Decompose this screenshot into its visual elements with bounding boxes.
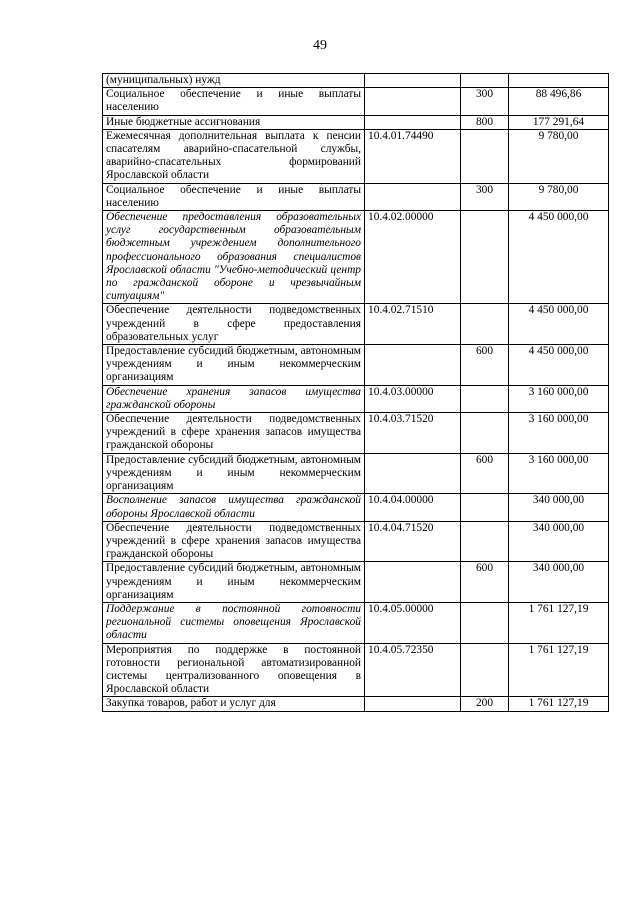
row-amount-cell: 340 000,00 <box>509 521 609 562</box>
table-row <box>103 697 609 711</box>
row-code-cell: 10.4.05.72350 <box>365 643 461 697</box>
table-row <box>103 385 609 412</box>
table-row <box>103 74 609 88</box>
row-amount-cell: 1 761 127,19 <box>509 602 609 643</box>
table-row <box>103 562 609 603</box>
row-code-cell <box>365 562 461 603</box>
row-expense-type-cell: 300 <box>461 88 509 115</box>
row-expense-type-cell <box>461 602 509 643</box>
row-expense-type-cell: 800 <box>461 115 509 129</box>
row-name-cell: Обеспечение деятельности подведомственных учреждений в сфере хранения запасов имущества гражданской обороны <box>103 521 365 562</box>
row-code-cell: 10.4.01.74490 <box>365 129 461 183</box>
row-name-cell: Социальное обеспечение и иные выплаты населению <box>103 183 365 210</box>
row-code-cell <box>365 183 461 210</box>
table-row <box>103 643 609 697</box>
row-code-cell <box>365 88 461 115</box>
row-amount-cell: 177 291,64 <box>509 115 609 129</box>
row-code-cell: 10.4.04.71520 <box>365 521 461 562</box>
budget-table <box>102 73 609 712</box>
row-code-cell: 10.4.04.00000 <box>365 494 461 521</box>
row-name-cell: Мероприятия по поддержке в постоянной готовности региональной автоматизированной системы централизованного оповещения в Ярославской области <box>103 643 365 697</box>
row-amount-cell: 3 160 000,00 <box>509 453 609 494</box>
row-code-cell: 10.4.03.00000 <box>365 385 461 412</box>
row-expense-type-cell <box>461 304 509 345</box>
page-number: 49 <box>313 38 327 53</box>
row-amount-cell: 340 000,00 <box>509 494 609 521</box>
row-name-cell: Поддержание в постоянной готовности региональной системы оповещения Ярославской области <box>103 602 365 643</box>
row-name-cell: (муниципальных) нужд <box>103 74 365 88</box>
row-expense-type-cell <box>461 494 509 521</box>
row-name-cell: Обеспечение хранения запасов имущества гражданской обороны <box>103 385 365 412</box>
row-name-cell: Закупка товаров, работ и услуг для <box>103 697 365 711</box>
row-amount-cell: 9 780,00 <box>509 129 609 183</box>
row-amount-cell: 9 780,00 <box>509 183 609 210</box>
row-expense-type-cell: 300 <box>461 183 509 210</box>
row-amount-cell: 3 160 000,00 <box>509 385 609 412</box>
table-row <box>103 494 609 521</box>
budget-table-body <box>103 74 609 712</box>
row-name-cell: Ежемесячная дополнительная выплата к пенсии спасателям аварийно-спасательной службы, аварийно-спасательных формирований Ярославской области <box>103 129 365 183</box>
table-row <box>103 521 609 562</box>
table-row <box>103 602 609 643</box>
table-row <box>103 211 609 304</box>
table-row <box>103 183 609 210</box>
row-code-cell <box>365 115 461 129</box>
row-code-cell <box>365 74 461 88</box>
row-amount-cell: 88 496,86 <box>509 88 609 115</box>
row-amount-cell: 340 000,00 <box>509 562 609 603</box>
row-name-cell: Обеспечение деятельности подведомственных учреждений в сфере хранения запасов имущества гражданской обороны <box>103 413 365 454</box>
row-amount-cell: 4 450 000,00 <box>509 211 609 304</box>
row-amount-cell <box>509 74 609 88</box>
table-row <box>103 88 609 115</box>
row-expense-type-cell <box>461 643 509 697</box>
row-code-cell <box>365 453 461 494</box>
row-expense-type-cell <box>461 413 509 454</box>
row-expense-type-cell: 600 <box>461 345 509 386</box>
table-row <box>103 115 609 129</box>
table-row <box>103 304 609 345</box>
row-expense-type-cell <box>461 521 509 562</box>
table-row <box>103 413 609 454</box>
row-expense-type-cell: 600 <box>461 453 509 494</box>
row-expense-type-cell: 600 <box>461 562 509 603</box>
row-expense-type-cell <box>461 211 509 304</box>
row-expense-type-cell: 200 <box>461 697 509 711</box>
row-amount-cell: 4 450 000,00 <box>509 345 609 386</box>
row-name-cell: Обеспечение предоставления образовательных услуг государственным образовательным бюджетным учреждением дополнительного профессионального образования специалистов Ярославской области "Учебно-методический центр по гражданской обороне и чрезвычайным ситуациям" <box>103 211 365 304</box>
row-amount-cell: 1 761 127,19 <box>509 643 609 697</box>
row-code-cell <box>365 697 461 711</box>
row-name-cell: Восполнение запасов имущества гражданской обороны Ярославской области <box>103 494 365 521</box>
row-name-cell: Предоставление субсидий бюджетным, автономным учреждениям и иным некоммерческим организациям <box>103 562 365 603</box>
row-code-cell: 10.4.03.71520 <box>365 413 461 454</box>
row-amount-cell: 1 761 127,19 <box>509 697 609 711</box>
row-name-cell: Обеспечение деятельности подведомственных учреждений в сфере предоставления образовательных услуг <box>103 304 365 345</box>
row-expense-type-cell <box>461 129 509 183</box>
table-row <box>103 453 609 494</box>
table-row <box>103 129 609 183</box>
row-expense-type-cell <box>461 74 509 88</box>
row-code-cell: 10.4.02.71510 <box>365 304 461 345</box>
row-name-cell: Социальное обеспечение и иные выплаты населению <box>103 88 365 115</box>
row-code-cell: 10.4.02.00000 <box>365 211 461 304</box>
row-name-cell: Предоставление субсидий бюджетным, автономным учреждениям и иным некоммерческим организациям <box>103 345 365 386</box>
row-name-cell: Иные бюджетные ассигнования <box>103 115 365 129</box>
row-amount-cell: 3 160 000,00 <box>509 413 609 454</box>
row-expense-type-cell <box>461 385 509 412</box>
row-name-cell: Предоставление субсидий бюджетным, автономным учреждениям и иным некоммерческим организациям <box>103 453 365 494</box>
row-code-cell: 10.4.05.00000 <box>365 602 461 643</box>
row-amount-cell: 4 450 000,00 <box>509 304 609 345</box>
table-row <box>103 345 609 386</box>
row-code-cell <box>365 345 461 386</box>
